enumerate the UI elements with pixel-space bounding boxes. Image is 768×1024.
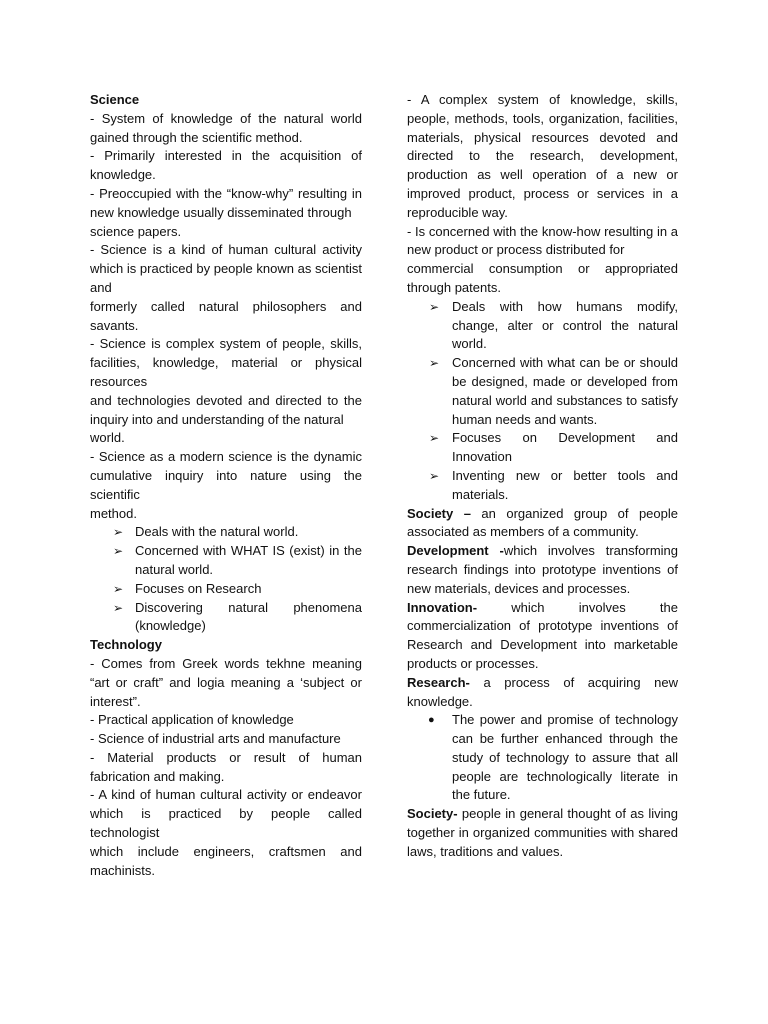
science-paragraph: formerly called natural philosophers and savants. <box>90 298 362 333</box>
science-paragraph: - Science is complex system of people, skills, facilities, knowledge, material or physical resources <box>90 336 362 389</box>
bullet-text: Concerned with WHAT IS (exist) in the natural world. <box>135 543 362 577</box>
definition-innovation <box>407 599 678 674</box>
technology-paragraph: - Material products or result of human fabrication and making. <box>90 749 362 784</box>
definition-term: Society – <box>407 505 471 521</box>
bullet-text: Focuses on Research <box>135 580 262 596</box>
arrow-bullet-icon: ➢ <box>113 544 124 559</box>
arrow-bullet-icon: ➢ <box>429 299 440 314</box>
definition-term: Society- <box>407 806 458 822</box>
definition-text: which involves transforming research findings into prototype inventions of new materials, devices and processes. <box>407 543 678 596</box>
definition-research <box>407 674 678 712</box>
bullet-text: Discovering natural phenomena (knowledge) <box>135 599 362 634</box>
definition-term: Innovation- <box>407 599 478 615</box>
definition-term: Development - <box>407 543 504 559</box>
science-paragraph: science papers. <box>90 223 182 239</box>
technology-paragraph: which include engineers, craftsmen and machinists. <box>90 843 362 878</box>
technology-paragraph: - Practical application of knowledge <box>90 712 294 728</box>
definition-text: a process of acquiring new knowledge. <box>407 674 678 709</box>
research-bullet-list <box>407 711 678 805</box>
technology-paragraph: - A complex system of knowledge, skills, people, methods, tools, organization, facilities, materials, physical resources devoted and directed to the research, development, production as well operation of a new or improved product, process or services in a reproducible way. <box>407 92 678 220</box>
technology-paragraph: - A kind of human cultural activity or endeavor which is practiced by people called technologist <box>90 787 362 841</box>
science-paragraph: method. <box>90 505 137 521</box>
list-item <box>407 711 678 805</box>
science-paragraph: world. <box>90 430 125 446</box>
definition-term: Research- <box>407 674 470 690</box>
bullet-text: The power and promise of technology can be further enhanced through the study of technology to assure that all people are technologically literate in the future. <box>452 712 678 803</box>
definition-text: people in general thought of as living together in organized communities with shared laws, traditions and values. <box>407 806 678 859</box>
bullet-text: Focuses on Development and Innovation <box>452 430 678 465</box>
arrow-bullet-icon: ➢ <box>113 600 124 615</box>
arrow-bullet-icon: ➢ <box>113 581 124 596</box>
science-paragraph: - Science is a kind of human cultural activity which is practiced by people known as scientist and <box>90 242 362 295</box>
definition-society <box>407 505 678 543</box>
technology-paragraph: commercial consumption or appropriated through patents. <box>407 261 678 295</box>
technology-paragraph: - Science of industrial arts and manufacture <box>90 731 341 747</box>
arrow-bullet-icon: ➢ <box>429 468 440 483</box>
technology-heading: Technology <box>90 637 162 653</box>
right-column <box>407 91 678 862</box>
science-paragraph: and technologies devoted and directed to the inquiry into and understanding of the natural <box>90 392 362 427</box>
science-heading: Science <box>90 92 140 107</box>
science-paragraph: - System of knowledge of the natural world gained through the scientific method. <box>90 110 362 145</box>
definition-text: which involves the commercialization of prototype inventions of Research and Development into marketable products or processes. <box>407 599 678 671</box>
bullet-text: Concerned with what can be or should be designed, made or developed from natural world and substances to satisfy human needs and wants. <box>452 355 678 427</box>
bullet-text: Inventing new or better tools and materials. <box>452 467 678 502</box>
science-paragraph: - Primarily interested in the acquisition of knowledge. <box>90 148 362 183</box>
list-item <box>407 354 678 429</box>
definition-text: an organized group of people associated as members of a community. <box>407 505 678 540</box>
technology-bullet-list <box>407 298 678 505</box>
science-paragraph: - Science as a modern science is the dynamic cumulative inquiry into nature using the scientific <box>90 449 362 502</box>
list-item <box>90 542 362 580</box>
list-item <box>407 429 678 467</box>
list-item <box>90 523 362 542</box>
definition-development <box>407 542 678 598</box>
definition-society-general <box>407 805 678 861</box>
list-item <box>90 580 362 599</box>
dot-bullet-icon: ● <box>428 714 435 727</box>
list-item <box>407 298 678 354</box>
arrow-bullet-icon: ➢ <box>429 356 440 371</box>
left-column <box>90 91 362 880</box>
arrow-bullet-icon: ➢ <box>429 431 440 446</box>
science-paragraph: - Preoccupied with the “know-why” resulting in new knowledge usually disseminated through <box>90 185 362 220</box>
technology-paragraph: - Comes from Greek words tekhne meaning “art or craft” and logia meaning a ‘subject or interest”. <box>90 655 362 709</box>
technology-paragraph: - Is concerned with the know-how resulting in a new product or process distributed for <box>407 223 678 258</box>
science-bullet-list <box>90 523 362 636</box>
list-item <box>90 599 362 637</box>
bullet-text: Deals with how humans modify, change, alter or control the natural world. <box>452 298 678 352</box>
bullet-text: Deals with the natural world. <box>135 524 299 540</box>
list-item <box>407 467 678 505</box>
arrow-bullet-icon: ➢ <box>113 525 124 540</box>
